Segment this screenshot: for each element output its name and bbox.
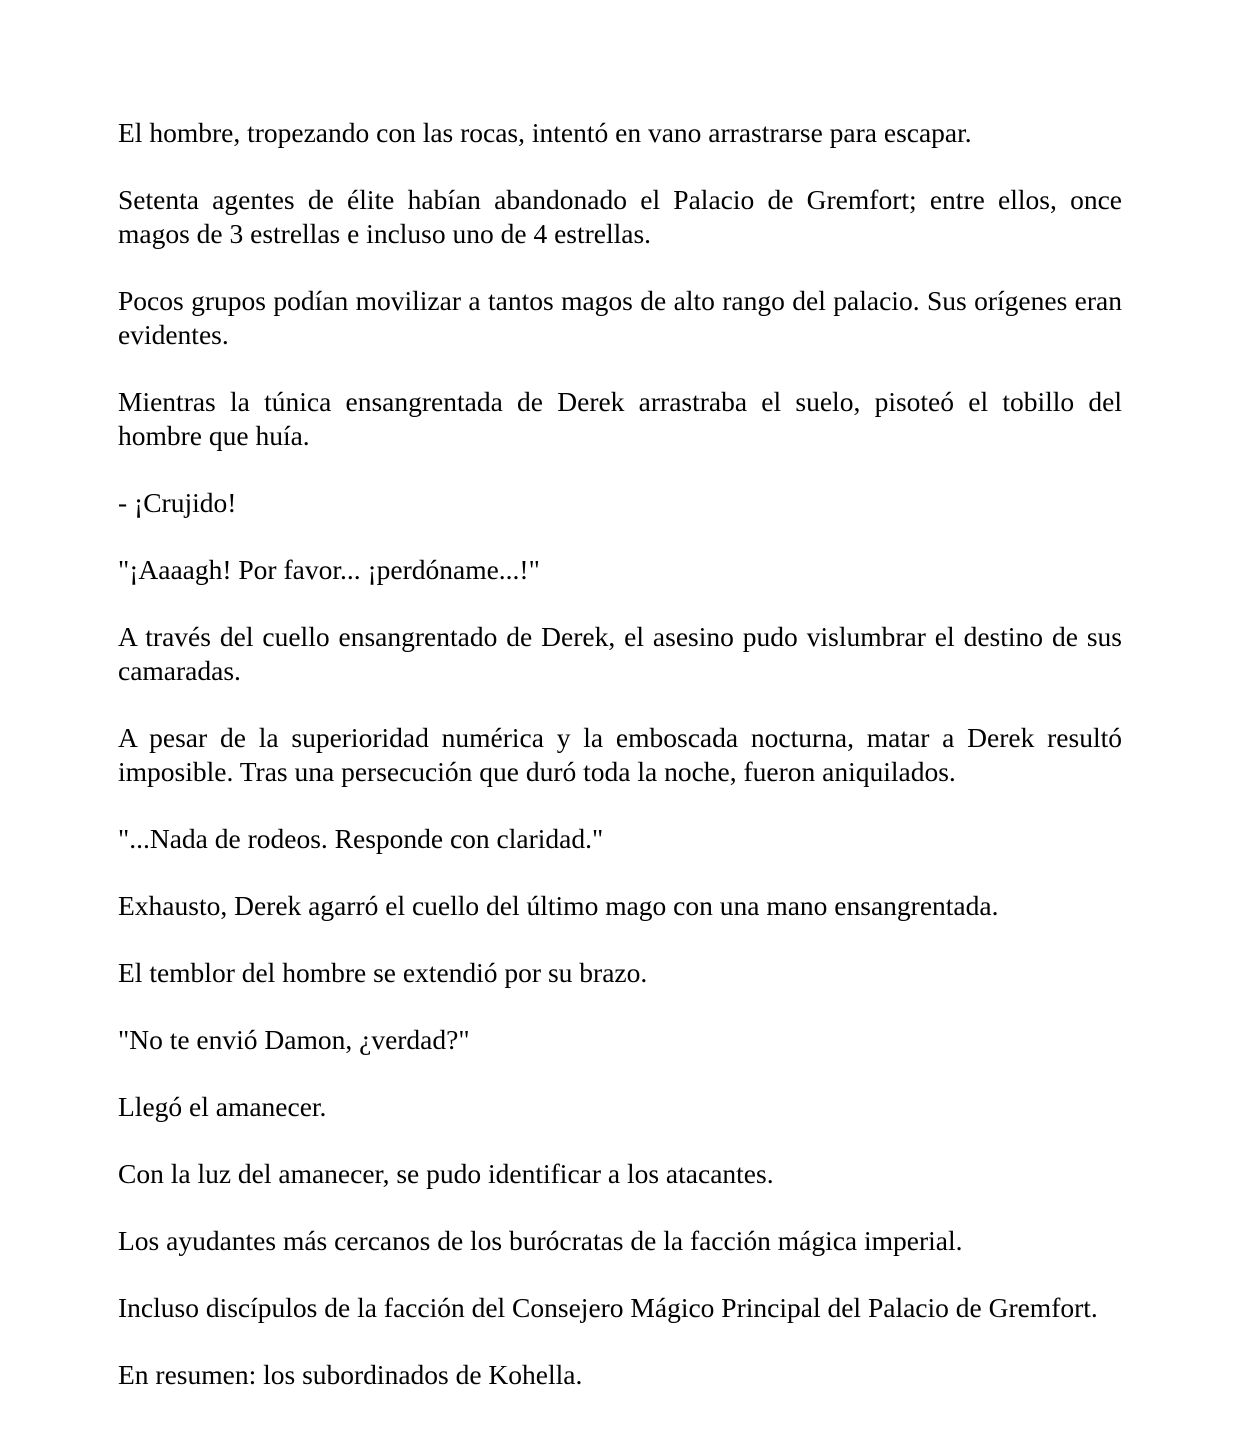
paragraph: "...Nada de rodeos. Responde con claridad." bbox=[118, 823, 604, 854]
paragraph: El hombre, tropezando con las rocas, intentó en vano arrastrarse para escapar. bbox=[118, 117, 972, 148]
paragraph: Llegó el amanecer. bbox=[118, 1091, 327, 1122]
paragraph: Mientras la túnica ensangrentada de Derek arrastraba el suelo, pisoteó el tobillo del hombre que huía. bbox=[118, 386, 1122, 451]
paragraph: A pesar de la superioridad numérica y la emboscada nocturna, matar a Derek resultó imposible. Tras una persecución que duró toda la noche, fueron aniquilados. bbox=[118, 722, 1122, 787]
paragraph: "No te envió Damon, ¿verdad?" bbox=[118, 1024, 470, 1055]
paragraph: El temblor del hombre se extendió por su brazo. bbox=[118, 957, 648, 988]
paragraph: Pocos grupos podían movilizar a tantos magos de alto rango del palacio. Sus orígenes eran evidentes. bbox=[118, 285, 1122, 350]
paragraph: Exhausto, Derek agarró el cuello del último mago con una mano ensangrentada. bbox=[118, 890, 999, 921]
paragraph: Los ayudantes más cercanos de los burócratas de la facción mágica imperial. bbox=[118, 1225, 963, 1256]
document-page bbox=[118, 116, 1122, 1392]
paragraph: "¡Aaaagh! Por favor... ¡perdóname...!" bbox=[118, 554, 540, 585]
paragraph: A través del cuello ensangrentado de Derek, el asesino pudo vislumbrar el destino de sus camaradas. bbox=[118, 621, 1122, 686]
paragraph: Incluso discípulos de la facción del Consejero Mágico Principal del Palacio de Gremfort. bbox=[118, 1292, 1098, 1323]
paragraph: Setenta agentes de élite habían abandonado el Palacio de Gremfort; entre ellos, once magos de 3 estrellas e incluso uno de 4 estrellas. bbox=[118, 184, 1122, 249]
paragraph: En resumen: los subordinados de Kohella. bbox=[118, 1359, 583, 1390]
paragraph: - ¡Crujido! bbox=[118, 487, 237, 518]
paragraph: Con la luz del amanecer, se pudo identificar a los atacantes. bbox=[118, 1158, 774, 1189]
